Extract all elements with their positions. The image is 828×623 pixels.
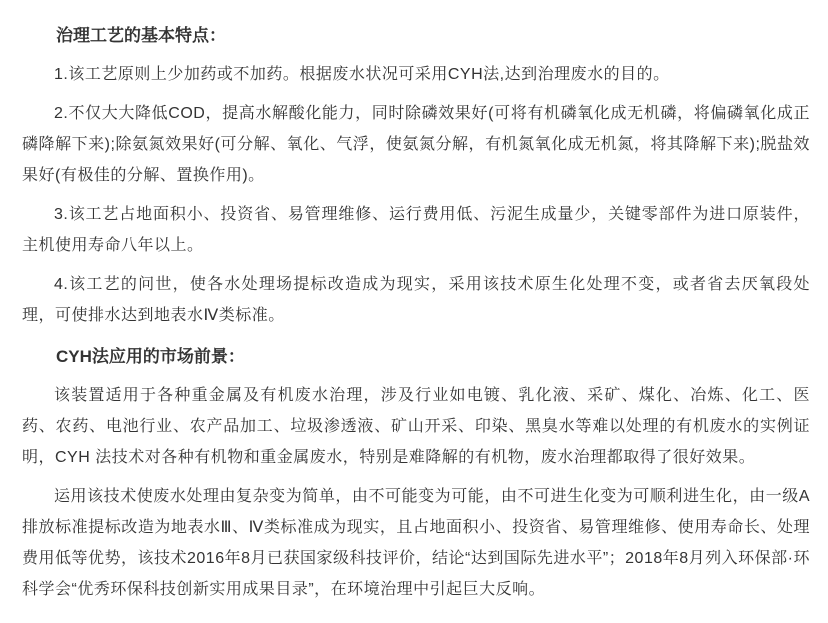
paragraph-point-1: 1.该工艺原则上少加药或不加药。根据废水状况可采用CYH法,达到治理废水的目的。 (54, 66, 670, 83)
paragraph-technology-impact: 运用该技术使废水处理由复杂变为简单，由不可能变为可能，由不可进生化变为可顺利进生化，由一级A排放标准提标改造为地表水Ⅲ、Ⅳ类标准成为现实，且占地面积小、投资省、易管理维修、使用寿命长、处理费用低等优势，该技术2016年8月已获国家级科技评价，结论“达到国际先进水平”；2018年8月列入环保部·环科学会“优秀环保科技创新实用成果目录”，在环境治理中引起巨大反响。 (22, 488, 810, 598)
paragraph-point-3: 3.该工艺占地面积小、投资省、易管理维修、运行费用低、污泥生成量少，关键零部件为进口原装件，主机使用寿命八年以上。 (22, 206, 810, 254)
paragraph-applications: 该装置适用于各种重金属及有机废水治理，涉及行业如电镀、乳化液、采矿、煤化、冶炼、化工、医药、农药、电池行业、农产品加工、垃圾渗透液、矿山开采、印染、黑臭水等难以处理的有机废水的实例证明，CYH 法技术对各种有机物和重金属废水，特别是难降解的有机物，废水治理都取得了很好效果。 (22, 387, 810, 466)
paragraph-point-2: 2.不仅大大降低COD，提高水解酸化能力，同时除磷效果好(可将有机磷氧化成无机磷，将偏磷氧化成正磷降解下来);除氨氮效果好(可分解、氧化、气浮，使氨氮分解，有机氮氧化成无机氮，将其降解下来);脱盐效果好(有极佳的分解、置换作用)。 (22, 105, 810, 184)
paragraph-point-4: 4.该工艺的问世，使各水处理场提标改造成为现实，采用该技术原生化处理不变，或者省去厌氧段处理，可使排水达到地表水Ⅳ类标准。 (22, 276, 810, 324)
section-heading-market-prospects: CYH法应用的市场前景： (56, 347, 245, 366)
section-heading-process-features: 治理工艺的基本特点： (56, 26, 226, 45)
